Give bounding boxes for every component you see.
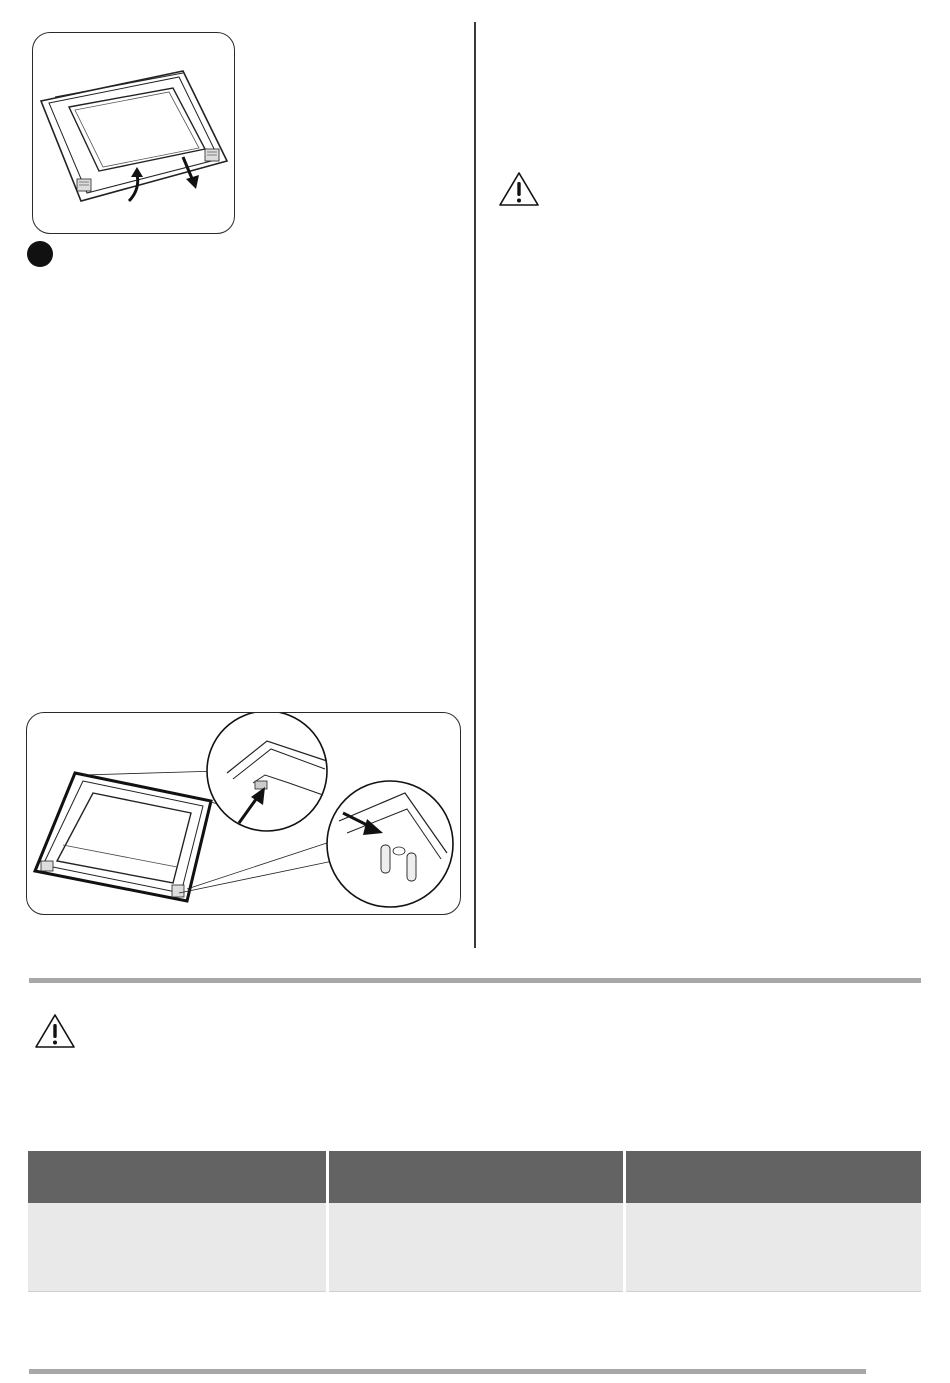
oven-door-glass-detail-illustration [27, 713, 460, 914]
door-removal-figure [32, 32, 235, 234]
warning-triangle-icon [497, 170, 541, 213]
table-header-cell [624, 1151, 921, 1203]
table-header-cell [28, 1151, 327, 1203]
table-cell [624, 1203, 921, 1292]
data-table [28, 1151, 921, 1292]
door-glass-detail-figure [26, 712, 461, 915]
column-divider [474, 22, 476, 948]
table-header-cell [327, 1151, 624, 1203]
table-row [28, 1203, 921, 1292]
footer-divider [29, 1369, 866, 1374]
table-header-row [28, 1151, 921, 1203]
section-divider [29, 978, 921, 983]
table-cell [327, 1203, 624, 1292]
warning-triangle-icon [33, 1012, 77, 1055]
table-cell [28, 1203, 327, 1292]
oven-door-removal-illustration [33, 33, 234, 233]
filled-circle-step-marker [27, 241, 53, 267]
